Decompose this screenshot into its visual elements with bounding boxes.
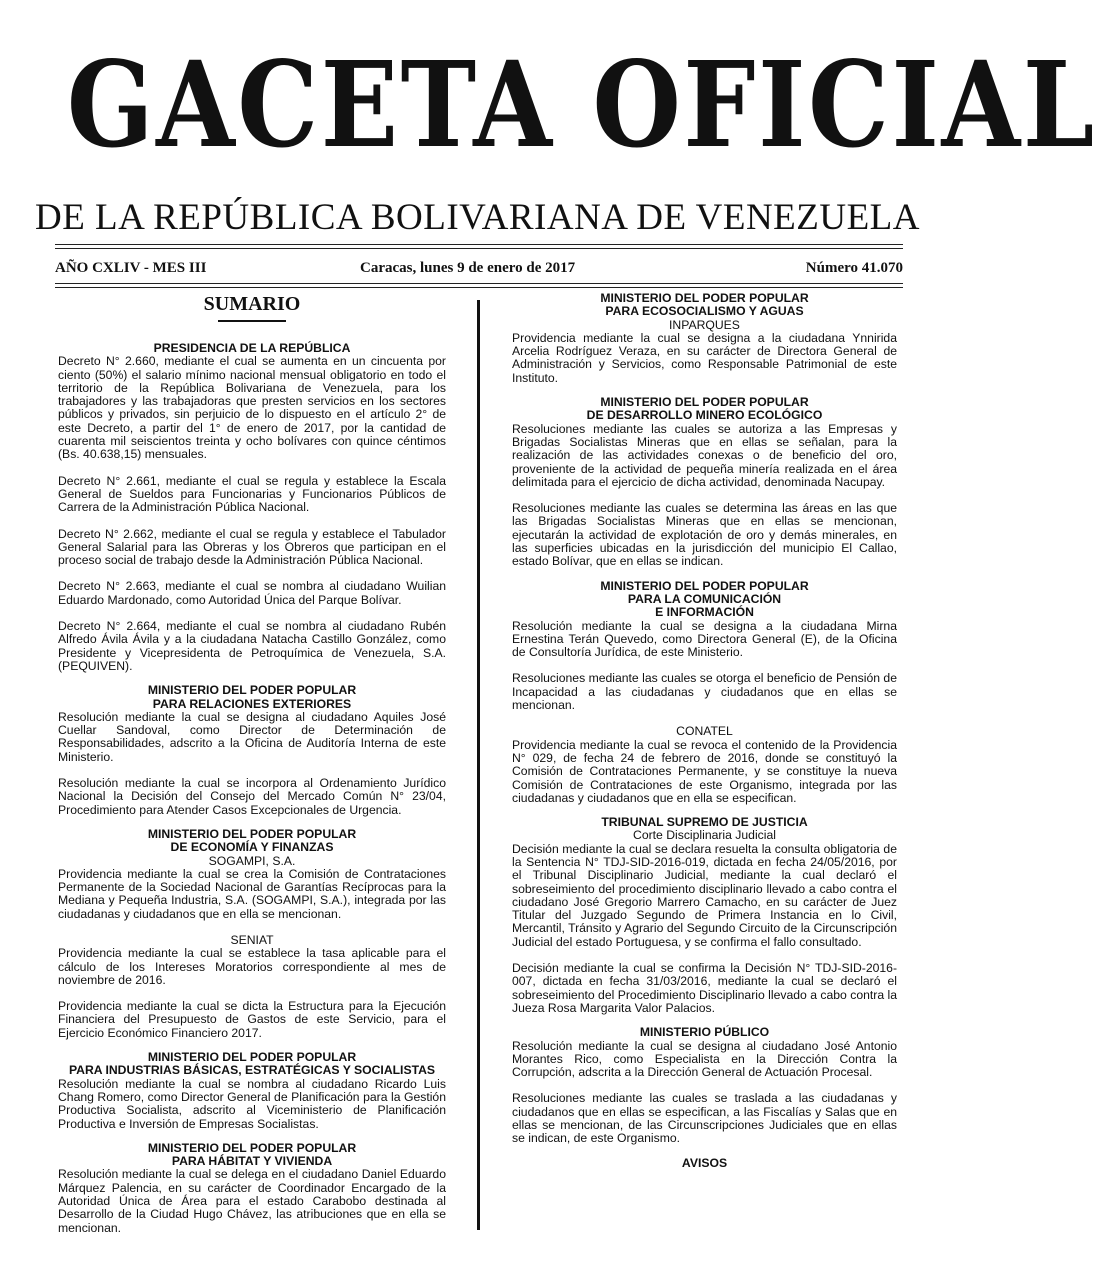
subsection-heading: SOGAMPI, S.A.	[208, 853, 296, 868]
info-rule	[55, 283, 903, 284]
entry: Providencia mediante la cual se establece la tasa aplicable para el cálculo de los Intereses Moratorios correspondiente al mes de noviembre de 2016.	[58, 946, 446, 987]
sumario-left-column	[58, 292, 446, 1235]
sumario-title: SUMARIO	[203, 293, 301, 315]
sumario-right-column	[512, 292, 897, 1170]
year-month: AÑO CXLIV - MES III	[55, 260, 207, 276]
entry: Resolución mediante la cual se designa a la ciudadana Mirna Ernestina Terán Quevedo, como Directora General (E), de la Oficina de Consultoría Jurídica, de este Ministerio.	[512, 618, 897, 660]
subsection-heading: INPARQUES	[669, 317, 740, 332]
entry: Decisión mediante la cual se confirma la Decisión N° TDJ-SID-2016-007, dictada en fecha 31/03/2016, mediante la cual se declaró el sobreseimiento del Procedimiento Disciplinario llevado a cabo contra la Jueza Rosa Margarita Valor Palacios.	[512, 961, 897, 1015]
section-heading: MINISTERIO DEL PODER POPULAR	[147, 826, 357, 841]
section-heading: TRIBUNAL SUPREMO DE JUSTICIA	[601, 815, 808, 830]
section-heading: MINISTERIO DEL PODER POPULAR	[147, 1140, 357, 1155]
issue-date: Caracas, lunes 9 de enero de 2017	[360, 260, 576, 276]
section-heading: MINISTERIO DEL PODER POPULAR	[600, 578, 809, 593]
section-heading: PARA LA COMUNICACIÓN	[627, 591, 782, 606]
info-rule-double	[55, 287, 903, 288]
sumario-underline	[218, 320, 286, 322]
section-heading: MINISTERIO DEL PODER POPULAR	[147, 1050, 357, 1065]
entry: Resolución mediante la cual se nombra al ciudadano Ricardo Luis Chang Romero, como Director General de Planificación para la Gestión Productiva Socialista, adscrito al Viceministerio de Planificación Productiva e Inversión de Empresas Socialistas.	[58, 1076, 446, 1131]
section-heading: DE ECONOMÍA Y FINANZAS	[170, 840, 334, 855]
section-heading: MINISTERIO DEL PODER POPULAR	[600, 395, 809, 410]
subsection-heading: Corte Disciplinaria Judicial	[633, 828, 776, 843]
entry: Resoluciones mediante las cuales se determina las áreas en las que las Brigadas Socialistas Mineras que en ellas se mencionan, ejecutarán la actividad de explotación de oro y demás minerales, en las superficies ubicadas en la jurisdicción del municipio El Callao, estado Bolívar, que en ellas se indican.	[512, 501, 897, 569]
section-heading: DE DESARROLLO MINERO ECOLÓGICO	[586, 408, 823, 423]
section-heading: PARA RELACIONES EXTERIORES	[152, 696, 352, 711]
entry: Decreto N° 2.663, mediante el cual se nombra al ciudadano Wuilian Eduardo Mardonado, como Autoridad Única del Parque Bolívar.	[58, 579, 446, 607]
entry: Decreto N° 2.660, mediante el cual se aumenta en un cincuenta por ciento (50%) el salario mínimo nacional mensual obligatorio en todo el territorio de la República Bolivariana de Venezuela, para los trabajadores y las trabajadoras que presten servicios en los sectores públicos y privados, sin perjuicio de lo dispuesto en el artículo 2° de este Decreto, a partir del 1° de enero de 2017, por la cantidad de cuarenta mil seiscientos treinta y ocho bolívares con quince céntimos (Bs. 40.638,15) mensuales.	[58, 354, 446, 462]
top-rule-double	[55, 248, 903, 249]
avisos-heading: AVISOS	[681, 1155, 728, 1170]
section-heading: PARA HÁBITAT Y VIVIENDA	[171, 1154, 333, 1169]
section-heading: MINISTERIO PÚBLICO	[639, 1025, 770, 1040]
entry: Providencia mediante la cual se designa a la ciudadana Ynnirida Arcelia Rodríguez Veraza, en su carácter de Directora General de Administración y Servicios, como Responsable Patrimonial de este Instituto.	[512, 330, 897, 385]
entry: Resoluciones mediante las cuales se traslada a las ciudadanas y ciudadanos que en ellas se especifican, a las Fiscalías y Salas que en ellas se mencionan, de las Circunscripciones Judiciales que en ellas se indican, de este Organismo.	[512, 1091, 897, 1146]
issue-info-bar	[55, 260, 903, 282]
entry: Resolución mediante la cual se incorpora al Ordenamiento Jurídico Nacional la Decisión del Consejo del Mercado Común N° 23/04, Procedimiento para Atender Casos Excepcionales de Urgencia.	[58, 776, 446, 817]
entry: Resolución mediante la cual se designa al ciudadano Aquiles José Cuellar Sandoval, como Director de Determinación de Responsabilidades, adscrito a la Oficina de Auditoría Interna de este Ministerio.	[58, 709, 446, 764]
section-heading: E INFORMACIÓN	[655, 605, 754, 620]
section-heading: PARA INDUSTRIAS BÁSICAS, ESTRATÉGICAS Y SOCIALISTAS	[68, 1063, 436, 1078]
entry: Resolución mediante la cual se delega en el ciudadano Daniel Eduardo Márquez Palencia, en su carácter de Coordinador Encargado de la Autoridad Única de Área para el estado Carabobo destinada al Desarrollo de la Ciudad Hugo Chávez, las atribuciones que en ella se mencionan.	[58, 1167, 446, 1235]
section-heading: PARA ECOSOCIALISMO Y AGUAS	[605, 304, 804, 319]
entry: Resoluciones mediante las cuales se otorga el beneficio de Pensión de Incapacidad a las ciudadanas y ciudadanos que en ellas se mencionan.	[512, 671, 897, 713]
issue-number: Número 41.070	[805, 260, 903, 276]
entry: Decreto N° 2.664, mediante el cual se nombra al ciudadano Rubén Alfredo Ávila Ávila y a la ciudadana Natacha Castillo González, como Presidente y Vicepresidenta de Petroquímica de Venezuela, S.A. (PEQUIVEN).	[58, 619, 446, 673]
subsection-heading: CONATEL	[676, 724, 733, 739]
column-divider	[477, 300, 480, 1230]
entry: Decreto N° 2.662, mediante el cual se regula y establece el Tabulador General Salarial para las Obreras y los Obreros que participan en el proceso social de trabajo desde la Administración Pública Nacional.	[58, 526, 446, 568]
entry: Resolución mediante la cual se designa al ciudadano José Antonio Morantes Rico, como Especialista en la Dirección Contra la Corrupción, adscrita a la Dirección General de Actuación Procesal.	[512, 1038, 897, 1080]
entry: Decreto N° 2.661, mediante el cual se regula y establece la Escala General de Sueldos para Funcionarias y Funcionarios Públicos de Carrera de la Administración Pública Nacional.	[58, 473, 446, 515]
entry: Providencia mediante la cual se crea la Comisión de Contrataciones Permanente de la Sociedad Nacional de Garantías Recíprocas para la Mediana y Pequeña Industria, S.A. (SOGAMPI, S.A.), integrada por las ciudadanas y ciudadanos que en ella se mencionan.	[58, 866, 446, 921]
entry: Decisión mediante la cual se declara resuelta la consulta obligatoria de la Sentencia N° TDJ-SID-2016-019, dictada en fecha 24/05/2016, por el Tribunal Disciplinario Judicial, mediante la cual declaró el sobreseimiento del procedimiento disciplinario llevado a cabo contra el ciudadano José Gregorio Marrero Camacho, en su carácter de Juez Titular del Juzgado Segundo de Primera Instancia en lo Civil, Mercantil, Tránsito y Agrario del Segundo Circuito de la Circunscripción Judicial del estado Portuguesa, y se confirma el fallo consultado.	[512, 841, 897, 949]
section-heading: PRESIDENCIA DE LA REPÚBLICA	[153, 341, 351, 355]
section-heading: MINISTERIO DEL PODER POPULAR	[147, 683, 357, 698]
masthead-title: GACETA OFICIAL	[66, 35, 1097, 174]
subsection-heading: SENIAT	[230, 932, 274, 947]
masthead-subtitle: DE LA REPÚBLICA BOLIVARIANA DE VENEZUELA	[34, 197, 921, 238]
entry: Resoluciones mediante las cuales se autoriza a las Empresas y Brigadas Socialistas Mineras que en ellas se señalan, para la realización de las actividades conexas o de beneficio del oro, proveniente de la actividad de pequeña minería realizada en el área delimitada para el ejercicio de dicha actividad, denominada Nacupay.	[512, 421, 897, 489]
section-heading: MINISTERIO DEL PODER POPULAR	[600, 291, 809, 305]
entry: Providencia mediante la cual se dicta la Estructura para la Ejecución Financiera del Presupuesto de Gastos de este Servicio, para el Ejercicio Económico Financiero 2017.	[58, 999, 446, 1040]
entry: Providencia mediante la cual se revoca el contenido de la Providencia N° 029, de fecha 24 de febrero de 2016, donde se constituyó la Comisión de Contrataciones Permanente, y se constituye la nueva Comisión de Contrataciones de este Organismo, integrada por las ciudadanas y ciudadanos que en ella se especifican.	[512, 737, 897, 805]
top-rule	[55, 244, 903, 245]
